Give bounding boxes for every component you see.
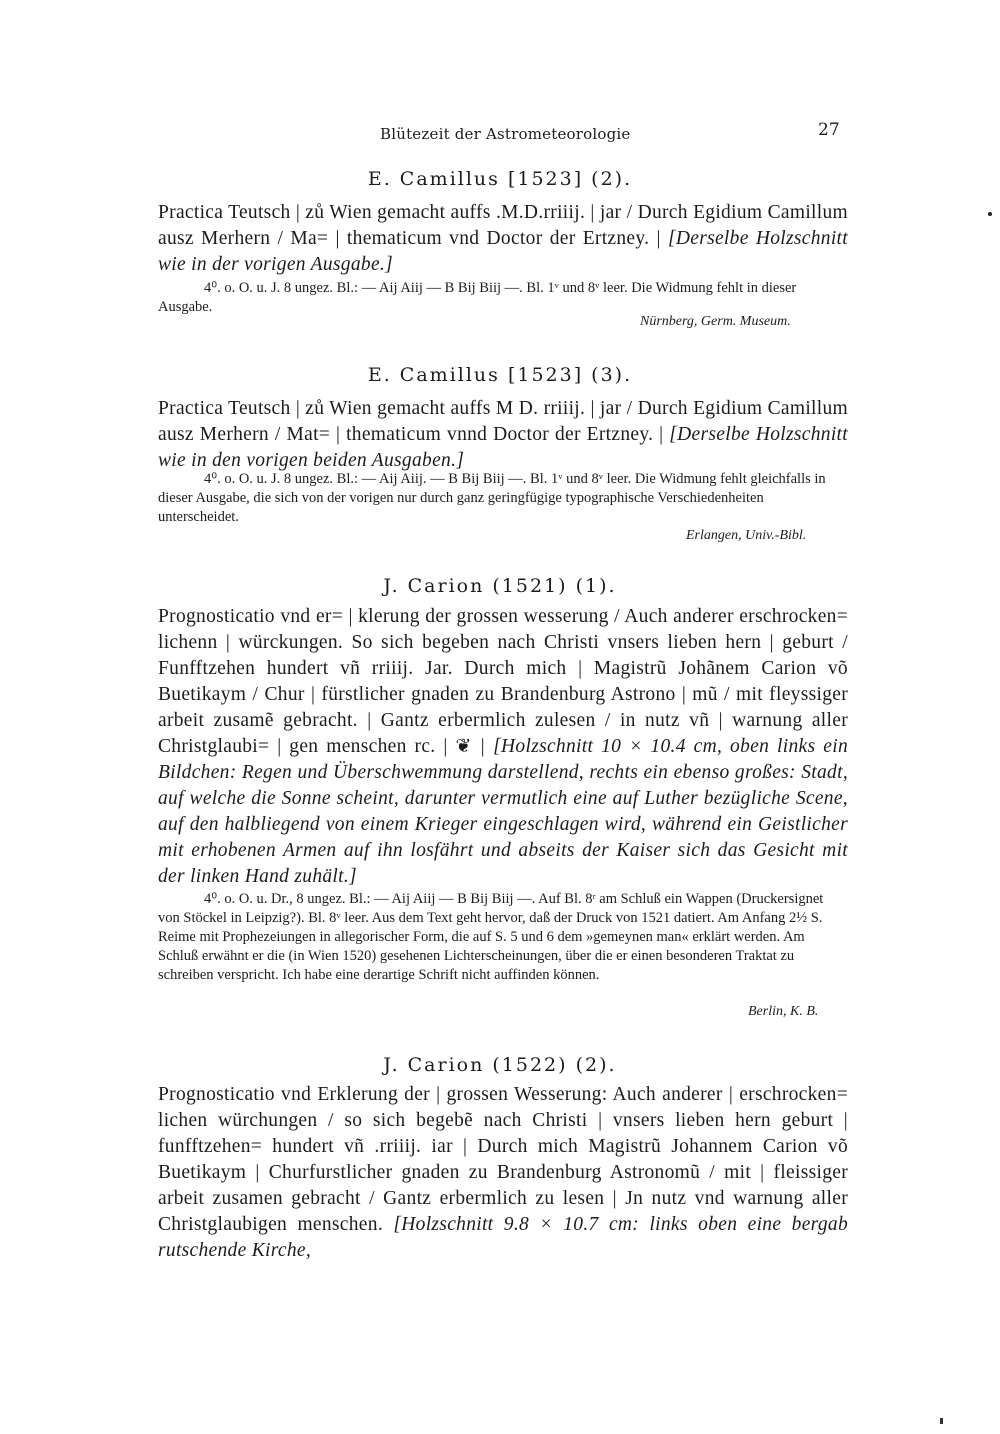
entry-title-block: [158, 200, 848, 278]
entry-title-note: | [Holzschnitt 10 × 10.4 cm, oben links ein Bildchen: Regen und Überschwemmung darstellend, rechts ein ebenso großes: Stadt, auf welche die Sonne scheint, darunter vermutlich eine auf Luther bezügliche Scene, auf den halbliegend von einem Krieger eingeschlagen wird, während ein Geistlicher mit erhobenen Armen auf ihn losfährt und abseits der Kaiser sich das Gesicht mit der linken Hand zuhält.]: [158, 736, 848, 887]
entry-location: Berlin, K. B.: [748, 1004, 819, 1019]
ink-speck: [988, 212, 992, 216]
entry-title-note: [Derselbe Holzschnitt wie in der vorigen Ausgabe.]: [158, 228, 848, 275]
ink-speck: [940, 1418, 943, 1424]
entry-title-block: [158, 396, 848, 474]
entry-description: [158, 279, 848, 317]
fleuron-icon: ❦: [455, 736, 472, 757]
page-number: 27: [818, 120, 840, 140]
entry-description: [158, 470, 848, 527]
entry-heading: J. Carion (1522) (2).: [383, 1054, 617, 1076]
entry-title-block: [158, 1082, 848, 1264]
entry-heading: J. Carion (1521) (1).: [383, 575, 617, 597]
entry-description-text: 4⁰. o. O. u. Dr., 8 ungez. Bl.: — Aij Aiij — B Bij Biij —. Auf Bl. 8ʳ am Schluß ein Wappen (Druckersignet von Stöckel in Leipzig?). Bl. 8ᵛ leer. Aus dem Text geht hervor, daß der Druck von 1521 datiert. Am Anfang 2½ S. Reime mit Prophezeiungen in allegorischer Form, die auf S. 5 und 6 dem »gemeynen man« erklärt werden. Am Schluß erwähnt er die (in Wien 1520) gesehenen Lichterscheinungen, über die er einen besonderen Traktat zu schreiben verspricht. Ich habe eine derartige Schrift nicht auffinden können.: [158, 891, 824, 983]
entry-description: [158, 890, 848, 985]
entry-title-text: Prognosticatio vnd Erklerung der | grossen Wesserung: Auch anderer | erschrocken= lichen würchungen / so sich begebẽ nach Christi | vnsers lieben hern geburt | funfftzehen= hundert vñ .rriiij. iar | Durch mich Magistrũ Johannem Carion võ Buetikaym | Churfurstlicher gnaden zu Brandenburg Astronomũ / mit | fleissiger arbeit zusamen gebracht / Gantz erbermlich zu lesen | Jn nutz vnd warnung aller Christglaubigen menschen.: [158, 1084, 848, 1235]
entry-title-note: [Derselbe Holzschnitt wie in den vorigen beiden Ausgaben.]: [158, 424, 848, 471]
entry-title-block: [158, 604, 848, 890]
entry-heading: E. Camillus [1523] (3).: [367, 364, 633, 386]
entry-title-text: Practica Teutsch | zů Wien gemacht auffs M D. rriiij. | jar / Durch Egidium Camillum ausz Merhern / Mat= | thematicum vnnd Doctor der Ertzney. |: [158, 398, 848, 445]
entry-description-text: 4⁰. o. O. u. J. 8 ungez. Bl.: — Aij Aiij. — B Bij Biij —. Bl. 1ᵛ und 8ᵛ leer. Die Widmung fehlt gleichfalls in dieser Ausgabe, die sich von der vorigen nur durch ganz geringfügige typographische Verschiedenheiten unterscheidet.: [158, 471, 826, 525]
entry-description-text: 4⁰. o. O. u. J. 8 ungez. Bl.: — Aij Aiij — B Bij Biij —. Bl. 1ᵛ und 8ᵛ leer. Die Widmung fehlt in dieser Ausgabe.: [158, 280, 797, 315]
entry-title-note: [Holzschnitt 9.8 × 10.7 cm: links oben eine bergab rutschende Kirche,: [158, 1214, 848, 1261]
running-title: Blütezeit der Astrometeorologie: [380, 125, 631, 143]
entry-location: Nürnberg, Germ. Museum.: [640, 314, 791, 329]
entry-title-text: Prognosticatio vnd er= | klerung der grossen wesserung / Auch anderer erschrocken= lichenn | würckungen. So sich begeben nach Christi vnsers lieben hern | geburt / Funfftzehen hundert vñ rriiij. Jar. Durch mich | Magistrũ Johãnem Carion võ Buetikaym / Chur | fürstlicher gnaden zu Brandenburg Astrono | mũ / mit fleyssiger arbeit zusamẽ gebracht. | Gantz erbermlich zulesen / in nutz vñ | warnung aller Christglaubi= | gen menschen rc. |: [158, 606, 848, 757]
entry-location: Erlangen, Univ.-Bibl.: [686, 528, 807, 543]
entry-heading: E. Camillus [1523] (2).: [367, 168, 633, 190]
entry-title-text: Practica Teutsch | zů Wien gemacht auffs .M.D.rriiij. | jar / Durch Egidium Camillum ausz Merhern / Ma= | thematicum vnd Doctor der Ertzney. |: [158, 202, 848, 249]
